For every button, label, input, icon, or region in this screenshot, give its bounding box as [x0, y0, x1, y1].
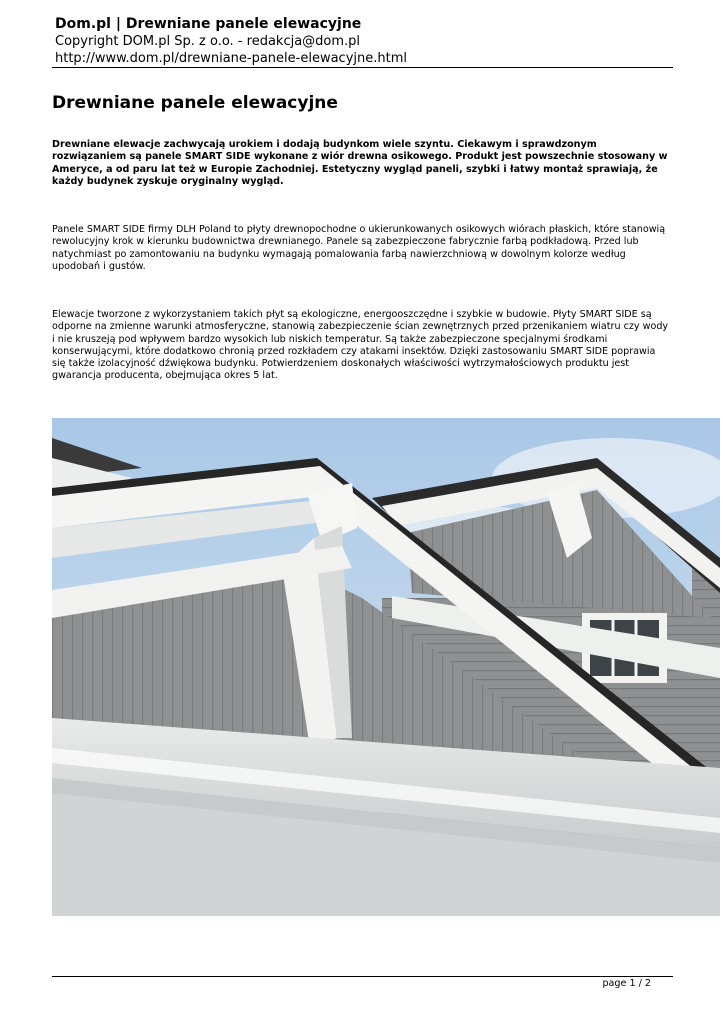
footer-divider [52, 976, 673, 977]
article-title: Drewniane panele elewacyjne [52, 93, 338, 113]
site-title: Dom.pl | Drewniane panele elewacyjne [55, 16, 362, 32]
article-paragraph-2: Elewacje tworzone z wykorzystaniem takich płyt są ekologiczne, energooszczędne i szybkie w budowie. Płyty SMART SIDE są odporne na zmienne warunki atmosferyczne, stanowią zabezpieczenie ścian zewnętrznych przed przenikaniem wiatru czy wody i nie kruszeją pod wpływem bardzo wysokich lub niskich temperatur. Są także zabezpieczone specjalnymi środkami konserwującymi, które dodatkowo chronią przed rozkładem czy atakami insektów. Dzięki zastosowaniu SMART SIDE poprawia się także izolacyjność dźwiękowa budynku. Potwierdzeniem doskonałych właściwości wytrzymałościowych produktu jest gwarancja producenta, obejmująca okres 5 lat. [52, 309, 669, 382]
article-lead: Drewniane elewacje zachwycają urokiem i dodają budynkom wiele szyntu. Ciekawym i sprawdzonym rozwiązaniem są panele SMART SIDE wykonane z wiór drewna osikowego. Produkt jest powszechnie stosowany w Ameryce, a od paru lat też w Europie Zachodniej. Estetyczny wygląd paneli, szybki i łatwy montaż sprawiają, że każdy budynek zyskuje oryginalny wygląd. [52, 139, 668, 187]
page-header [55, 16, 673, 67]
page-number: page 1 / 2 [602, 978, 651, 989]
article-paragraph-1: Panele SMART SIDE firmy DLH Poland to płyty drewnopochodne o ukierunkowanych osikowych wiórach płaskich, które stanowią rewolucyjny krok w kierunku budownictwa drewnianego. Panele są zabezpieczone fabrycznie farbą podkładową. Przed lub natychmiast po zamontowaniu na budynku wymagają pomalowania farbą nawierzchniową w dowolnym kolorze według upodobań i gustów. [52, 224, 666, 272]
header-divider [52, 67, 673, 68]
copyright-line: Copyright DOM.pl Sp. z o.o. - redakcja@dom.pl [55, 34, 361, 49]
house-facade-photo [52, 418, 720, 916]
source-url[interactable]: http://www.dom.pl/drewniane-panele-elewacyjne.html [55, 51, 407, 66]
